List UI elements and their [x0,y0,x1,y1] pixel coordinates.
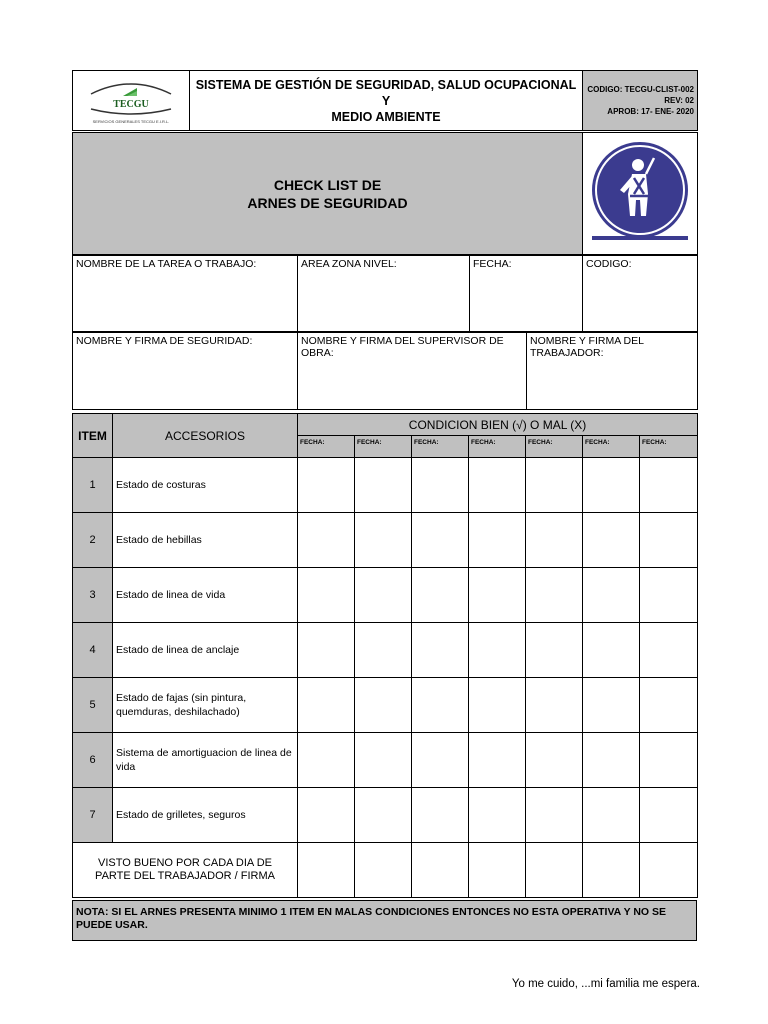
condition-cell[interactable] [355,568,412,623]
item-number: 5 [73,678,113,733]
note-table [72,900,697,941]
signature-cell[interactable] [469,843,526,898]
condition-cell[interactable] [526,513,583,568]
item-number: 4 [73,623,113,678]
condition-cell[interactable] [640,568,698,623]
check-list-title [73,133,583,255]
signature-cell[interactable] [298,843,355,898]
condition-cell[interactable] [298,513,355,568]
condition-cell[interactable] [298,568,355,623]
accesorio-label: Estado de hebillas [113,513,298,568]
visto-bueno-row [73,843,698,898]
tecgu-logo [85,76,177,126]
table-row [73,513,698,568]
condition-cell[interactable] [469,678,526,733]
date-label: FECHA: [473,258,512,270]
doc-aprob: APROB: 17- ENE- 2020 [607,107,694,116]
checklist-rows [73,458,698,843]
signature-cell[interactable] [526,843,583,898]
checklist-document [72,70,697,941]
fecha-col-3[interactable]: FECHA: [412,436,469,458]
signature-cell[interactable] [640,843,698,898]
doc-codes [583,71,698,131]
doc-code: CODIGO: TECGU-CLIST-002 [587,85,694,94]
table-row [73,458,698,513]
condition-cell[interactable] [640,678,698,733]
item-number: 3 [73,568,113,623]
condition-cell[interactable] [469,458,526,513]
signature-cell[interactable] [412,843,469,898]
logo-text: TECGU [113,98,149,110]
note-text: NOTA: SI EL ARNES PRESENTA MINIMO 1 ITEM EN MALAS CONDICIONES ENTONCES NO ESTA OPERATIVA Y NO SE PUEDE USAR. [73,901,697,941]
area-field[interactable] [298,256,470,332]
condition-cell[interactable] [298,733,355,788]
signature-cell[interactable] [355,843,412,898]
system-title [190,71,583,131]
condicion-header: CONDICION BIEN (√) O MAL (X) [298,414,698,436]
accesorio-label: Sistema de amortiguacion de linea de vida [113,733,298,788]
condition-cell[interactable] [526,788,583,843]
condition-cell[interactable] [469,513,526,568]
fecha-col-2[interactable]: FECHA: [355,436,412,458]
fields-table-2 [72,332,698,410]
item-number: 1 [73,458,113,513]
condition-cell[interactable] [412,733,469,788]
system-title-line2: MEDIO AMBIENTE [331,109,441,124]
condition-cell[interactable] [412,788,469,843]
safety-signature-field[interactable] [73,333,298,410]
accesorio-label: Estado de fajas (sin pintura, quemduras, deshilachado) [113,678,298,733]
code-label: CODIGO: [586,258,632,270]
table-row [73,788,698,843]
system-title-line1: SISTEMA DE GESTIÓN DE SEGURIDAD, SALUD OCUPACIONAL Y [195,77,577,108]
check-title-line1: CHECK LIST DE [273,176,382,193]
item-number: 2 [73,513,113,568]
worker-signature-field[interactable] [527,333,698,410]
supervisor-signature-field[interactable] [298,333,527,410]
condition-cell[interactable] [412,513,469,568]
table-row [73,623,698,678]
condition-cell[interactable] [355,678,412,733]
table-row [73,678,698,733]
area-label: AREA ZONA NIVEL: [301,258,397,270]
check-title-line2: ARNES DE SEGURIDAD [247,194,408,211]
condition-cell[interactable] [640,458,698,513]
fecha-col-6[interactable]: FECHA: [583,436,640,458]
condition-cell[interactable] [583,513,640,568]
item-number: 7 [73,788,113,843]
code-field[interactable] [583,256,698,332]
safety-signature-label: NOMBRE Y FIRMA DE SEGURIDAD: [76,335,253,347]
condition-cell[interactable] [469,788,526,843]
fecha-col-7[interactable]: FECHA: [640,436,698,458]
condition-cell[interactable] [583,733,640,788]
condition-cell[interactable] [640,623,698,678]
signature-cell[interactable] [583,843,640,898]
condition-cell[interactable] [526,678,583,733]
check-title-table [72,132,698,255]
condition-cell[interactable] [412,623,469,678]
doc-rev: REV: 02 [664,96,694,105]
condition-cell[interactable] [298,458,355,513]
condition-cell[interactable] [526,458,583,513]
condition-cell[interactable] [526,623,583,678]
condition-cell[interactable] [583,568,640,623]
item-header: ITEM [73,414,113,458]
worker-signature-label: NOMBRE Y FIRMA DEL TRABAJADOR: [530,335,644,359]
fecha-col-5[interactable]: FECHA: [526,436,583,458]
fecha-col-4[interactable]: FECHA: [469,436,526,458]
condition-cell[interactable] [355,733,412,788]
condition-cell[interactable] [355,788,412,843]
accesorio-label: Estado de grilletes, seguros [113,788,298,843]
accesorios-header: ACCESORIOS [113,414,298,458]
table-row [73,568,698,623]
fecha-col-1[interactable]: FECHA: [298,436,355,458]
condition-cell[interactable] [640,513,698,568]
condition-cell[interactable] [583,788,640,843]
accesorio-label: Estado de linea de anclaje [113,623,298,678]
fields-table-1 [72,255,698,332]
condition-cell[interactable] [526,568,583,623]
condition-cell[interactable] [412,458,469,513]
accesorio-label: Estado de costuras [113,458,298,513]
accesorio-label: Estado de linea de vida [113,568,298,623]
condition-cell[interactable] [412,568,469,623]
condition-cell[interactable] [526,733,583,788]
item-number: 6 [73,733,113,788]
condition-cell[interactable] [412,678,469,733]
checklist-table [72,413,698,898]
condition-cell[interactable] [469,623,526,678]
task-name-field[interactable] [73,256,298,332]
condition-cell[interactable] [355,623,412,678]
condition-cell[interactable] [583,623,640,678]
supervisor-signature-label: NOMBRE Y FIRMA DEL SUPERVISOR DE OBRA: [301,335,504,359]
condition-cell[interactable] [583,678,640,733]
condition-cell[interactable] [298,623,355,678]
footer-slogan: Yo me cuido, ...mi familia me espera. [511,978,700,990]
header-table [72,70,698,131]
table-row [73,733,698,788]
task-name-label: NOMBRE DE LA TAREA O TRABAJO: [76,258,257,270]
condition-cell[interactable] [298,788,355,843]
harness-icon-cell [583,133,698,255]
date-field[interactable] [470,256,583,332]
condition-cell[interactable] [355,513,412,568]
condition-cell[interactable] [469,733,526,788]
condition-cell[interactable] [469,568,526,623]
visto-bueno-label: VISTO BUENO POR CADA DIA DE PARTE DEL TRABAJADOR / FIRMA [73,843,298,898]
condition-cell[interactable] [640,733,698,788]
condition-cell[interactable] [640,788,698,843]
condition-cell[interactable] [355,458,412,513]
safety-harness-icon [588,138,692,244]
logo-cell [73,71,190,131]
condition-cell[interactable] [298,678,355,733]
condition-cell[interactable] [583,458,640,513]
logo-subtext: SERVICIOS GENERALES TECGU E.I.R.L. [92,118,170,124]
